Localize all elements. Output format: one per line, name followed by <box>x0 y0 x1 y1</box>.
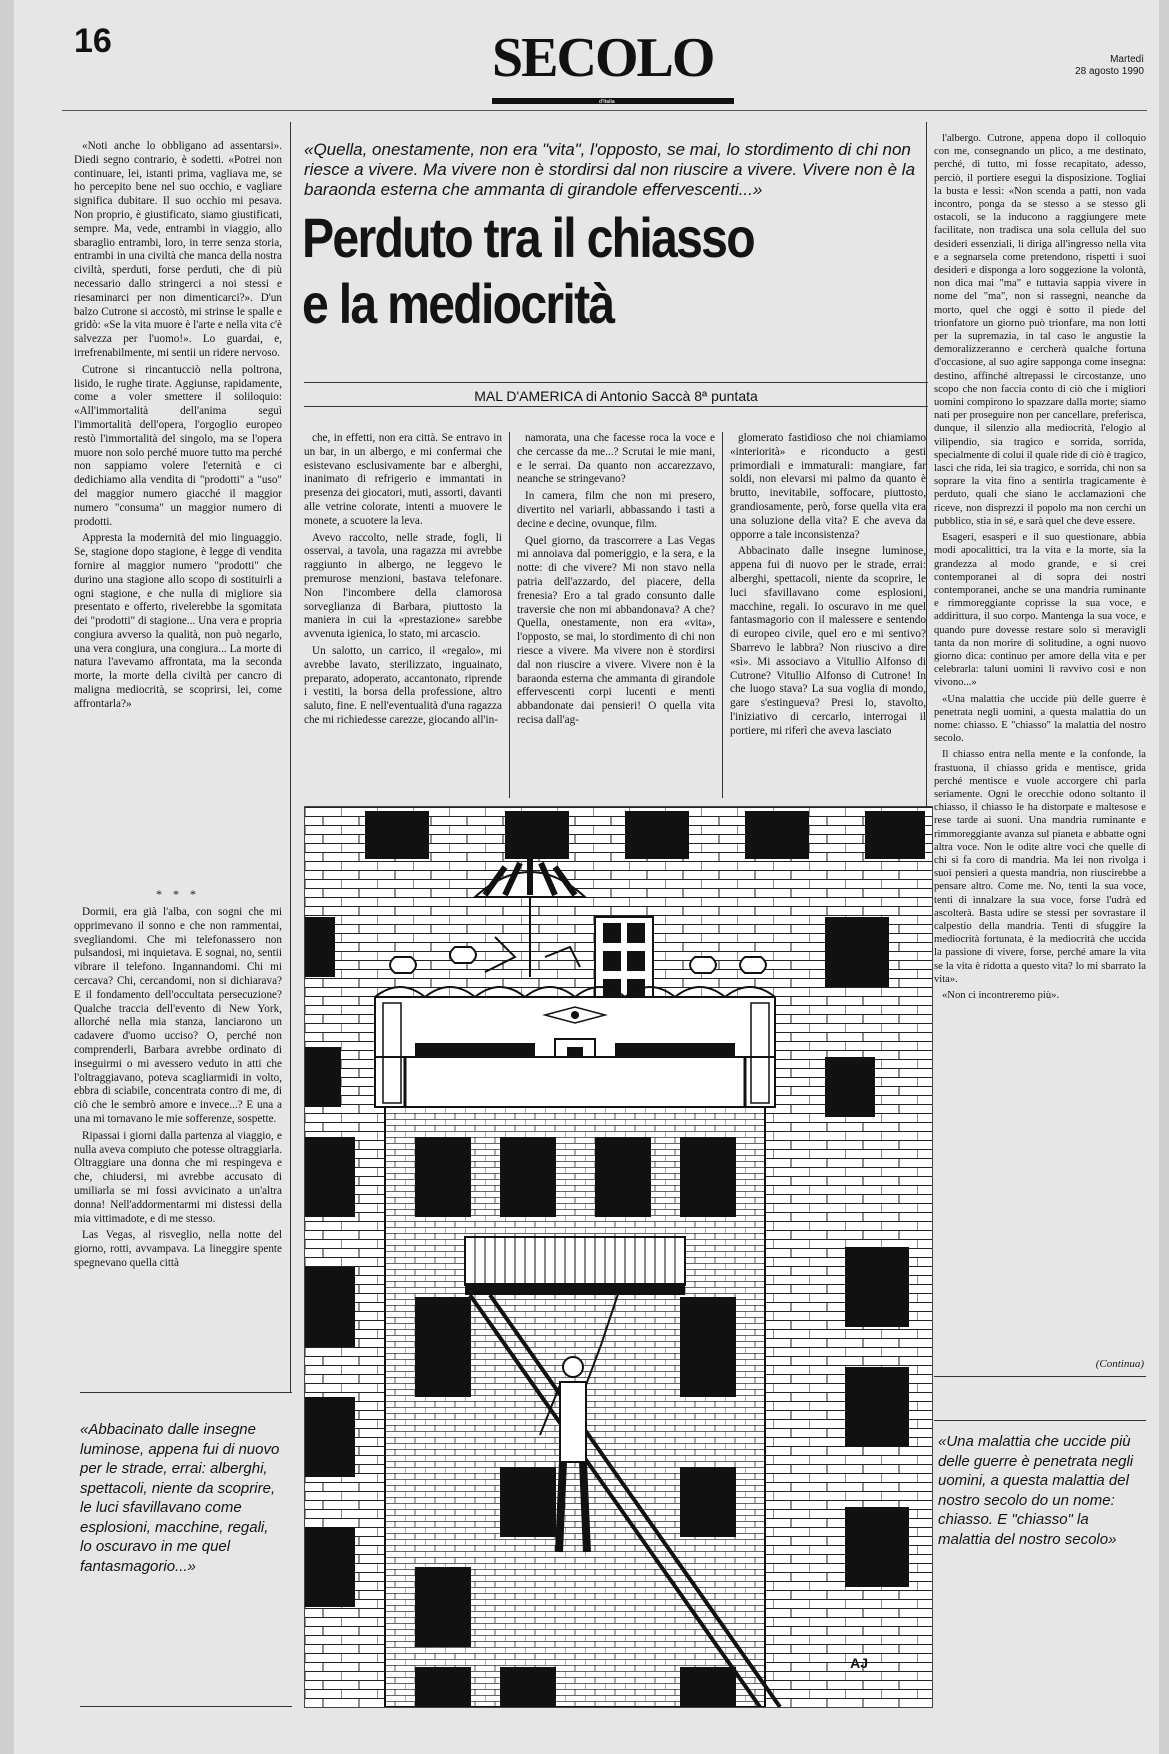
date-box <box>1064 54 1144 78</box>
article-column-1b <box>74 906 282 1384</box>
pullquote-left: «Abbacinato dalle insegne luminose, appena fui di nuovo per le strade, errai: alberghi, spettacoli, niente da scoprire, le luci sfavillavano come esplosioni, macchine, regali, lo oscuravo in me quel fantasmagorio...» <box>80 1421 280 1575</box>
paragraph: Avevo raccolto, nelle strade, fogli, li osservai, a tavola, una ragazza mi avrebbe raggiunto in albergo, ne leggevo le premurose menzioni, bastava telefonare. Non l'incombere della clamorosa sorveglianza di Barbara, piuttosto la maniera in cui la «prestazione» sarebbe avvenuta igienica, lo stato, mi arcascio. <box>304 531 502 641</box>
pullquote-rule <box>934 1420 1146 1421</box>
paragraph: glomerato fastidioso che noi chiamiamo «interiorità» e riconducto a gesti primordiali e immaturali: mangiare, far soldi, non elevarsi mi palmo da quanto è brutto, inevitabile, soffocare, piuttosto, grandiosamente, però, forse quella vita era una soluzione della vita? E che aveva da opporre a tale inconsistenza? <box>730 432 926 541</box>
paragraph: che, in effetti, non era città. Se entravo in un bar, in un albergo, e mi confermai che esistevano esclusivamente bar e alberghi, inanimato di refrigerio e immantati in presenza dei giocatori, muti, assorti, davanti alle vetrine colorate, intenti a muovere le monete, a scuotere la leva. <box>304 432 502 527</box>
paragraph: Esageri, esasperi e il suo questionare, abbia modi apocalittici, tra la vita e la morte, sia la grandezza al modo grande, e si crei contemporanei al di sopra dei nostri contemporanei, anche se una mandria ruminante e rimmoreggiante coprisse la sua voce, e addirittura, il suo corpo. Mantenga la sua voce, e quando pure dovesse restare solo si meravigli tanta da non morire di solitudine, a ogni nuovo giorno dica: continuo per amore della vita e per celebrarla: taluni uomini li ravvivo così e non vivono...» <box>934 532 1146 689</box>
paragraph: Abbacinato dalle insegne luminose, appena fui di nuovo per le strade, errai: alberghi, spettacoli, niente da scoprire, le luci sfavillavano come esplosioni, macchine, regali. Io oscuravo in me quel fantasmagorio con il malessere e sentendo di europeo civile, quel ero e mi sentivo? Sbarrevo le labbra? Non riuscivo a dire «sì». Mi associavo a Vitullio Alfonso di Cutrone? Vitullio Alfonso di Cutrone! In che luogo stava? La sua voglia di mondo, gare s'estingueva? Presi lo, stavolto, l'iniziativo di cercarlo, interrogai il portiere, mi riferì che aveva lasciato <box>730 545 926 737</box>
top-rule <box>62 110 1147 111</box>
column-divider <box>290 122 291 1392</box>
byline-rule-bottom <box>304 406 928 407</box>
continua-label: (Continua) <box>1095 1358 1144 1370</box>
date-full: 28 agosto 1990 <box>1075 66 1144 77</box>
paragraph: In camera, film che non mi presero, divertito nel variarli, abbassando i tasti a decine e decine, ovunque, film. <box>517 490 715 530</box>
headline-line-2: e la mediocrità <box>302 272 614 335</box>
masthead-title: SECOLO <box>492 27 714 89</box>
article-column-1 <box>74 140 282 880</box>
column-divider <box>722 432 723 798</box>
paragraph: «Noti anche lo obbligano ad assentarsi». Diedi segno contrario, è sodetti. «Potrei non continuare, lei, istanti prima, vagliava me, se ho percepito bene nel suo occhio, e vagliare significa dubitare. Il suo occhio mi pesava. Non proprio, è giustificato, siamo giustificati, sempre. Ma, vede, entrambi in viaggio, allo sbaraglio entrambi, loro, in terre senza storia, entrambi in una civiltà che manca della nostra civiltà, sperduti, forse perduti, che di più necessario dallo stringerci a noi stessi e riesaminarci per non dimenticarci?». D'un balzo Cutrone si accostò, mi strinse le spalle e gridò: «Se la vita muore è l'arte e nella vita c'è salvezza per l'uomo!». Lo guardai, e, irrefrenabilmente, mi sentii un ridere nervoso. <box>74 140 282 359</box>
artist-signature: AJ <box>850 1655 868 1671</box>
paragraph: «Una malattia che uccide più delle guerre è penetrata negli uomini, a questa malattia do un nome: chiasso. E "chiasso" la malattia del nostro secolo. <box>934 693 1146 745</box>
paragraph: l'albergo. Cutrone, appena dopo il colloquio con me, consegnando un plico, a me destinato, perché, di tutto, mi fosse recapitato, adesso, perciò, il portiere eseguì la disposizione. Togliai la busta e lessi: «Non scenda a patti, non vada incontro, ponga da se stesso a se stesso gli ostacoli, se la inducono a raggiungere mete facilitate, non tradisca una sola cellula del suo desideri essenziali, li diriga all'ingresso nella vita e a segnarsela come pretendono, rispetti i suoi desideri e disponga a loro soggezione la volontà, non dica mai "ma" e tuttavia sappia vivere in nome del "ma", non si rassegni, neanche da morto, quel che oggi è sotto il piede del trionfatore un giorno può trionfare, ma non lotti per la supremazia, in tal caso le angustie la demoralizzeranno e cercherà qualche fortuna d'occasione, al suo agire sapponga come insegna: destino, affinché altrepassi le circostanze, uno scopo che non faccia conto di ciò che i migliori uomini compirono lo spazzare dalla morte; siamo nati per proseguire non per cancellare, preferisca, dunque, il silenzio alla mediocrità, l'elogio al vilipendio, sia tragico e sorrida, sorrida, specialmente di colui il quale ride di ciò è tragico, lasci che rida, lei sia tragico, e sorrida, chi non sa soprare la vita fino a sentirla tragicamente è perduto, quali che siano le acclamazioni che riceve, non disprezzi il popolo ma non cerchi un pubblico, stia in sé, e sarà quel che deve essere. <box>934 133 1146 527</box>
section-break: * * * <box>156 887 200 901</box>
page-number: 16 <box>74 22 112 60</box>
article-column-2 <box>304 432 502 798</box>
headline-line-1: Perduto tra il chiasso <box>302 206 754 269</box>
lead-quote: «Quella, onestamente, non era "vita", l'opposto, se mai, lo stordimento di chi non riesce a vivere. Ma vivere non è stordirsi dal non riuscire a vivere. Vivere non è la baraonda esterna che ammanta di girandole effervescenti...» <box>304 140 916 199</box>
paragraph: Il chiasso entra nella mente e la confonde, la frastuona, il chiasso grida e mentisce, grida perché mentisce e vuole accorgere chi parla seriamente. Ogni le orecchie odono soltanto il chiasso, il chiasso le ha distorpate e maltesose e rese tarde ai suoni. Una mandria ruminante e rimmoreggiante avanza sul pianeta e abbatte ogni altra voce. Non le odite altre voci che quelle di chi si fa coro di mandria. Ma lei non rivolga i suoi pensieri a questa mandria, non riuscirebbe a pensare altro. Come me. No, tenti la sua voce, tenti di innalzare la sua voce, forse l'udrà ed ascolterà. Basta udire se stessi per sovrastare il calpestio della mandria. Tenti di sfuggire la mediocrità fortunata, è la mediocrità che uccida la passione di vivere, forse, perché amare la vita se la vita è ridotta a questo vita? lo mi sbarrato la vita». <box>934 749 1146 985</box>
byline-rule-top <box>304 382 928 383</box>
article-column-3 <box>517 432 715 798</box>
newspaper-page <box>14 0 1159 1754</box>
building-illustration <box>304 806 933 1708</box>
paragraph: Appresta la modernità del mio linguaggio. Se, stagione dopo stagione, è legge di vendita fornire al maggior numero "prodotti" che durino una stagione allo scopo di sostituirli a ogni stagione, e che nulla di migliore sia presentato e offerto, rivelerebbe la sgomitata dei "prodotti" di stagione... Una vera e propria congiura avverso la qualità, non può negarlo, una vera congiura, una congiura... La morte di natura l'avevamo affrontata, ma la seconda morte, la morte della civiltà per cancro di maligna mediocrità, se scoprirsi, lei, come affrontarla?» <box>74 532 282 710</box>
building-drawing <box>305 807 932 1707</box>
paragraph: namorata, una che facesse roca la voce e che cercasse da me...? Scrutai le mie mani, e le serrai. Da quanto non accarezzavo, neanche se stringevano? <box>517 432 715 486</box>
pullquote-right: «Una malattia che uccide più delle guerre è penetrata negli uomini, a questa malattia del nostro secolo do un nome: chiasso. E "chiasso" la malattia del nostro secolo» <box>938 1433 1134 1548</box>
article-column-5 <box>934 132 1146 1354</box>
pullquote-rule <box>80 1706 292 1707</box>
date-weekday: Martedì <box>1110 54 1144 65</box>
paragraph: Cutrone si rincantucciò nella poltrona, lisido, le rughe tirate. Aggiunse, rapidamente, come a voler smettere il soliloquio: «All'immortalità dell'anima seguì l'immortalità dell'opera, l'orgoglio europeo restò l'immortalità del singolo, ma se l'opera muore non solo perché muore tutto ma perché non sappiamo volere l'eternità e ci dedichiamo alla vendita di "prodotti" a "uso" del maggior numero giacché il maggior numero "consuma" un maggior numero di prodotti. <box>74 363 282 528</box>
paragraph: Las Vegas, al risveglio, nella notte del giorno, rotti, avvampava. La lineggire spente spegnevano quella città <box>74 1229 282 1269</box>
byline: MAL D'AMERICA di Antonio Saccà 8ª puntata <box>474 388 758 404</box>
rule <box>934 1376 1146 1377</box>
paragraph: «Non ci incontreremo più». <box>942 990 1060 1001</box>
paragraph: Un salotto, un carrico, il «regalo», mi avrebbe lavato, sterilizzato, inguainato, preparato, adoperato, accantonato, riprende i vestiti, la borsa della professione, altro saluto, fine. E nell'eventualità d'una ragazza che mi richiedesse carezze, giocando all'in- <box>304 644 502 726</box>
column-divider <box>509 432 510 798</box>
paragraph: Quel giorno, da trascorrere a Las Vegas mi annoiava dal pomeriggio, e la sera, e la notte: di che vivere? Mi non stavo nella patria dell'azzardo, del piacere, della frenesia? Ero a tal grado consunto dalle traversie che non mi abbandonava? A che? Quella, onestamente, non era «vita», l'opposto, se mai, lo stordimento di chi non riesce a vivere. Ma vivere non è stordirsi dal non riuscire a vivere. Vivere non è la baraonda esterna che ammanta di girandole effervescenti corpi lucenti e menti abbandonate dai pensieri! O quella vita recisa dall'ag- <box>517 534 715 726</box>
masthead-subtitle: d'Italia <box>599 99 615 105</box>
paragraph: Ripassai i giorni dalla partenza al viaggio, e nulla aveva compiuto che potesse oltraggiarla. Oltraggiare una donna che mi respingeva e che, chiudersi, mi avrebbe accusato di umiliarla se mi fossi avvicinato a un'altra donna! Nell'addormentarmi mi distessi della mia vittimadote, e di me stesso. <box>74 1129 282 1225</box>
article-column-4 <box>730 432 926 798</box>
headline <box>302 205 784 337</box>
pullquote-rule <box>80 1392 292 1393</box>
paragraph: Dormii, era già l'alba, con sogni che mi opprimevano il sonno e che non rammentai, svegliandomi. Che mi telefonassero non pulsandosi, mi inquietava. E sognai, no, sentii vibrare il telefono. Ingannandomi. Chi mi cercava? Chi, cercandomi, non si dichiarava? E il fondamento dell'occultata persecuzione? Qualche traccia dell'evento di New York, allorché nella mia stanza, lanciarono un cadavere d'uomo ucciso? O, perché non comprenderli, Barbara avrebbe ordinato di inseguirmi o mi avessero veduto in atti che l'oltraggiavano, poteva scagliarmidi in volto, ebbra di sciabile, concentrata contro di me, di ciò che le sembrò amore e invece...? E una a una mi tornavano le mie sofferenze, sospette. <box>74 906 282 1125</box>
